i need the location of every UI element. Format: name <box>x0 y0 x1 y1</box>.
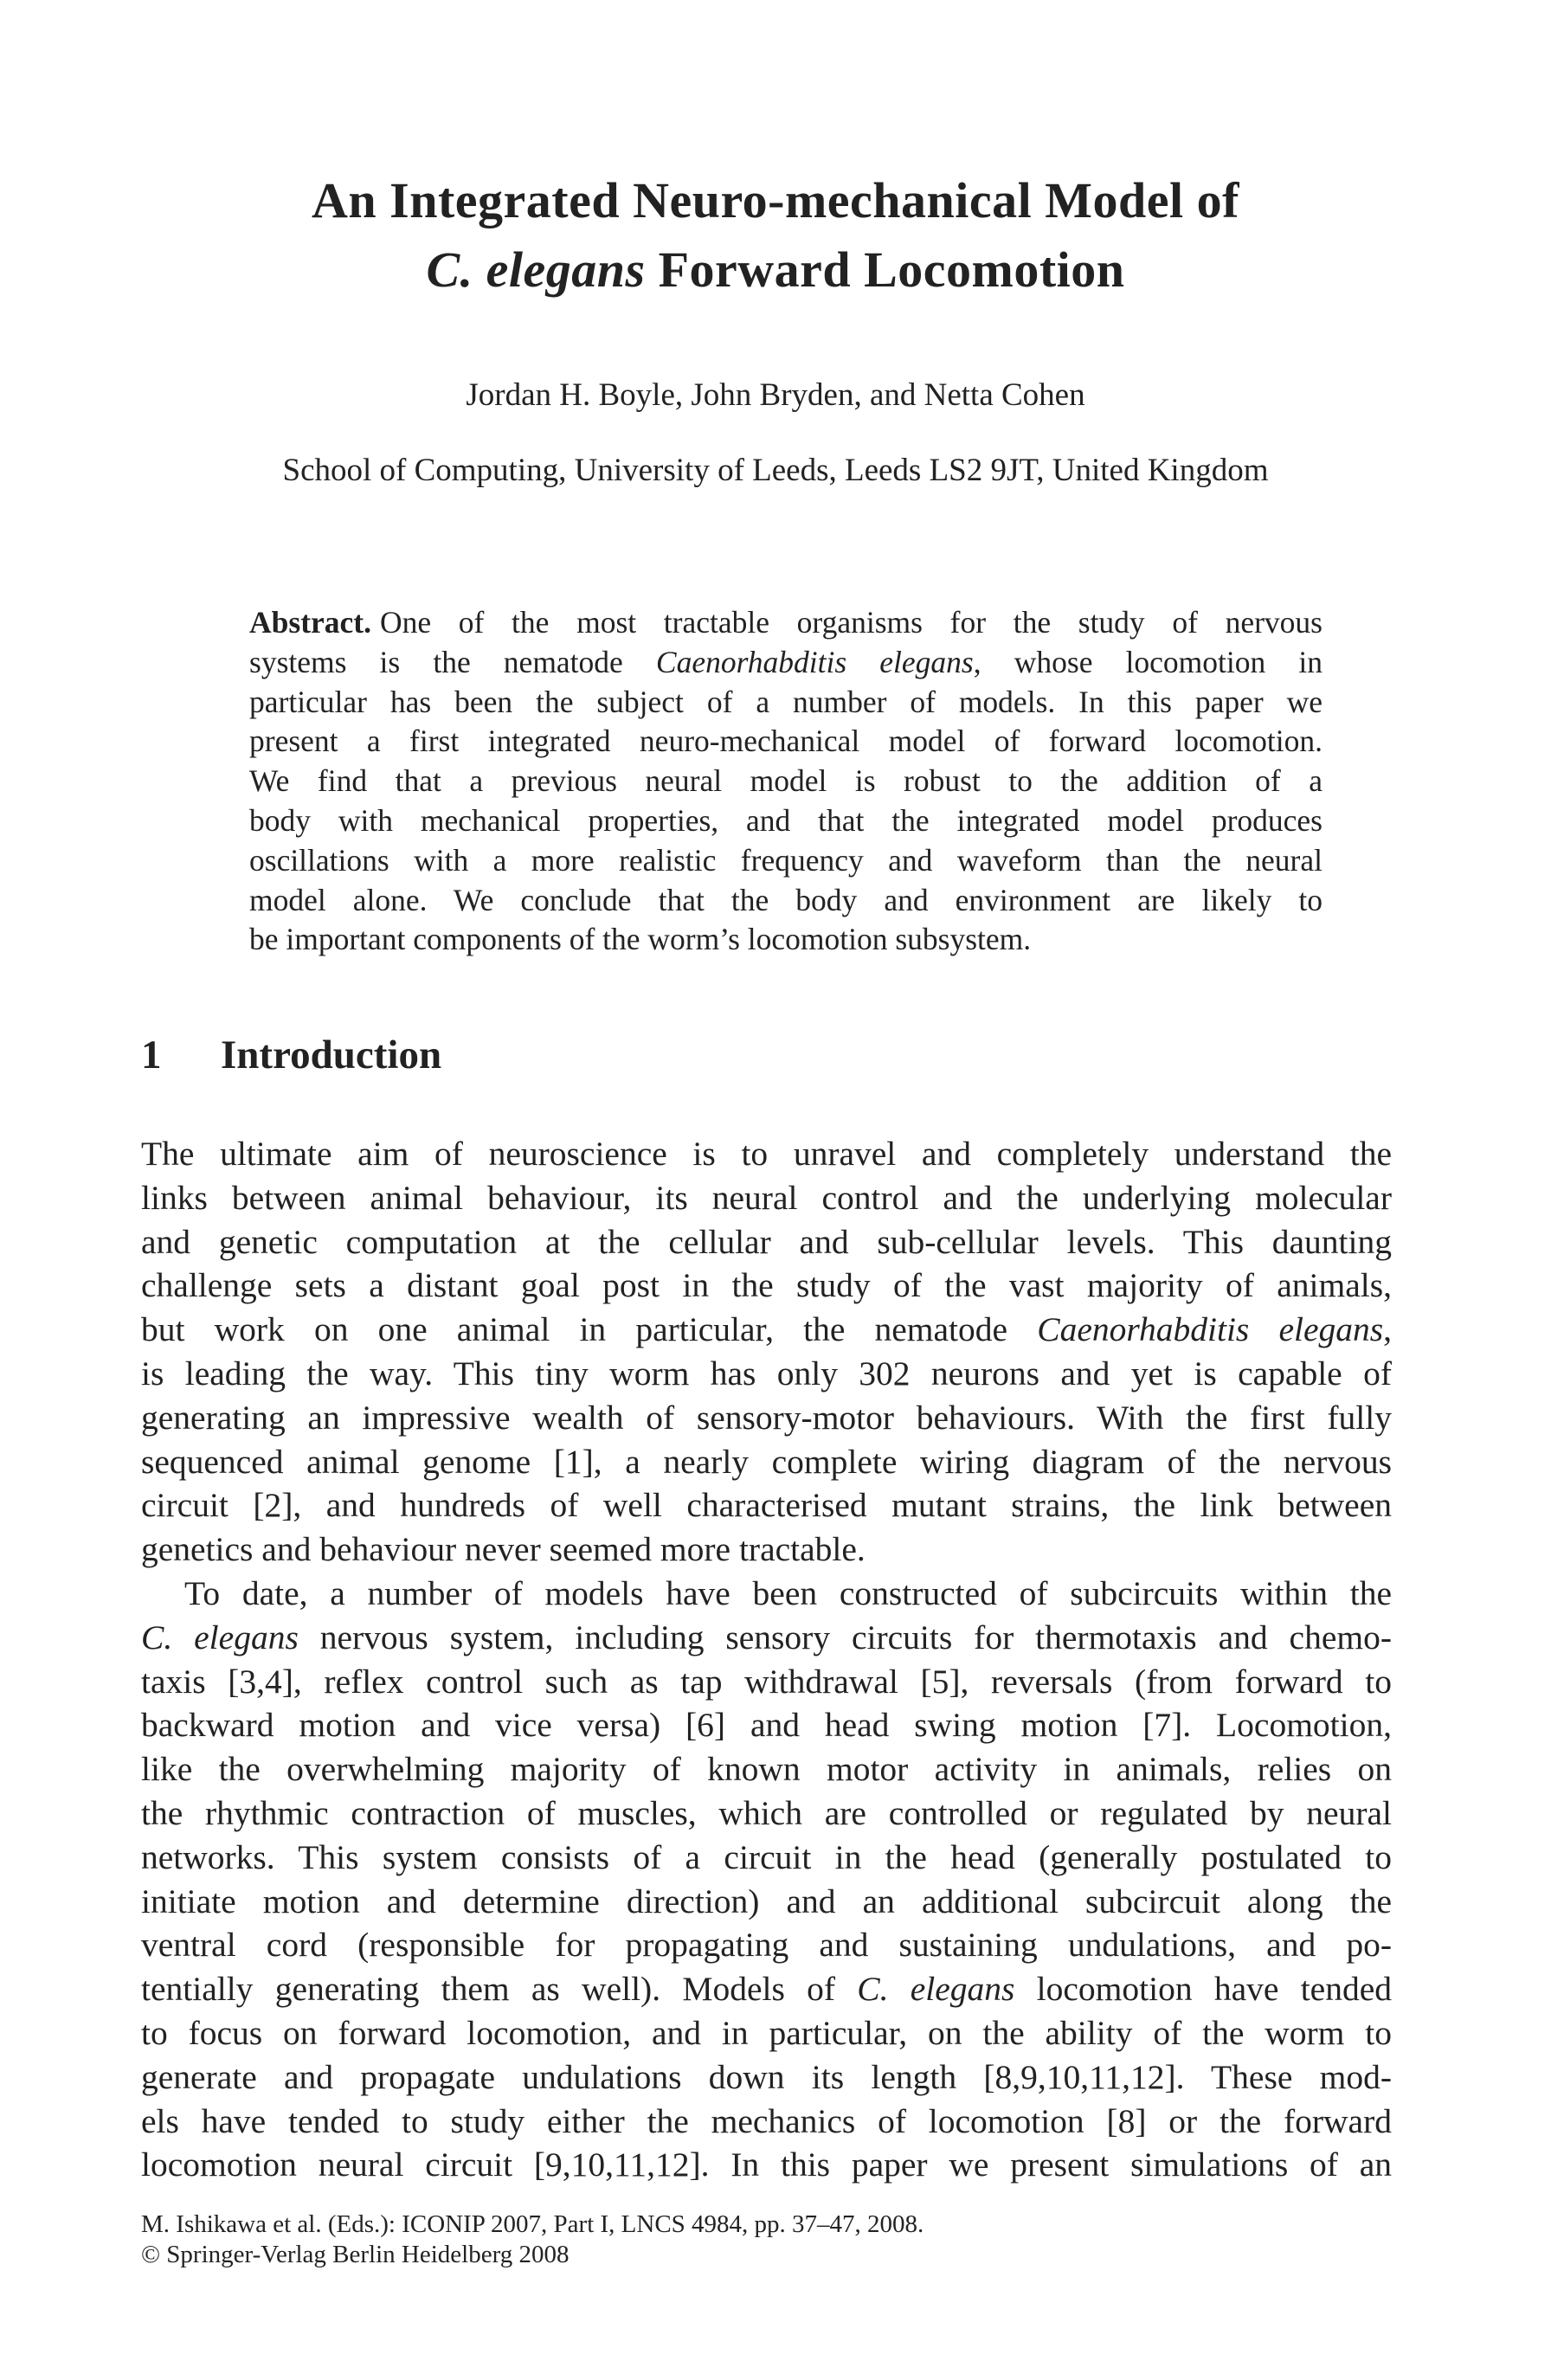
body-line: to focus on forward locomotion, and in particular, on the ability of the worm to <box>141 2013 1392 2052</box>
abstract-line: Abstract. One of the most tractable organisms for the study of nervous <box>249 605 1323 640</box>
section-number: 1 <box>141 1032 162 1077</box>
body-line: networks. This system consists of a circuit in the head (generally postulated to <box>141 1837 1392 1876</box>
body-line: locomotion neural circuit [9,10,11,12]. In this paper we present simulations of an <box>141 2145 1392 2184</box>
body-line: els have tended to study either the mechanics of locomotion [8] or the forward <box>141 2101 1392 2140</box>
abstract-line: model alone. We conclude that the body and environment are likely to <box>249 882 1323 917</box>
body-line: generate and propagate undulations down its length [8,9,10,11,12]. These mod- <box>141 2057 1392 2096</box>
affiliation: School of Computing, University of Leeds, Leeds LS2 9JT, United Kingdom <box>282 453 1269 488</box>
introduction-body <box>141 1132 1392 2187</box>
paper-title <box>0 166 1551 305</box>
footer-copyright: © Springer-Verlag Berlin Heidelberg 2008 <box>141 2241 570 2268</box>
body-line: challenge sets a distant goal post in the study of the vast majority of animals, <box>141 1266 1392 1305</box>
body-line: and genetic computation at the cellular and sub-cellular levels. This daunting <box>141 1222 1392 1261</box>
title-line-1: An Integrated Neuro-mechanical Model of <box>312 172 1239 228</box>
title-line-2 <box>0 235 1551 305</box>
abstract-line: oscillations with a more realistic frequency and waveform than the neural <box>249 842 1323 878</box>
title-species-italic: C. elegans <box>426 241 646 298</box>
section-heading-introduction <box>141 1032 441 1078</box>
abstract-line: systems is the nematode Caenorhabditis elegans, whose locomotion in <box>249 644 1323 679</box>
abstract-line: We find that a previous neural model is robust to the addition of a <box>249 763 1323 799</box>
body-line: the rhythmic contraction of muscles, which are controlled or regulated by neural <box>141 1793 1392 1832</box>
title-line-2-rest: Forward Locomotion <box>645 241 1125 298</box>
body-line: circuit [2], and hundreds of well characterised mutant strains, the link between <box>141 1486 1392 1525</box>
abstract-label: Abstract. <box>249 605 371 640</box>
body-line: sequenced animal genome [1], a nearly complete wiring diagram of the nervous <box>141 1442 1392 1481</box>
abstract <box>249 603 1323 960</box>
body-line: ventral cord (responsible for propagating and sustaining undulations, and po- <box>141 1926 1392 1965</box>
body-line: C. elegans nervous system, including sensory circuits for thermotaxis and chemo- <box>141 1618 1392 1656</box>
body-line: taxis [3,4], reflex control such as tap withdrawal [5], reversals (from forward to <box>141 1662 1392 1701</box>
body-line: but work on one animal in particular, the nematode Caenorhabditis elegans, <box>141 1310 1392 1349</box>
body-line: like the overwhelming majority of known motor activity in animals, relies on <box>141 1750 1392 1789</box>
body-line: To date, a number of models have been constructed of subcircuits within the <box>184 1573 1392 1612</box>
abstract-line: present a first integrated neuro-mechanical model of forward locomotion. <box>249 724 1323 759</box>
body-line: initiate motion and determine direction) and an additional subcircuit along the <box>141 1881 1392 1920</box>
section-title: Introduction <box>221 1032 442 1077</box>
authors: Jordan H. Boyle, John Bryden, and Netta Cohen <box>466 377 1085 413</box>
footer-citation-block <box>141 2210 924 2270</box>
body-line: The ultimate aim of neuroscience is to unravel and completely understand the <box>141 1135 1392 1173</box>
body-line: genetics and behaviour never seemed more tractable. <box>141 1530 866 1569</box>
body-line: generating an impressive wealth of sensory-motor behaviours. With the first fully <box>141 1398 1392 1437</box>
footer-citation: M. Ishikawa et al. (Eds.): ICONIP 2007, Part I, LNCS 4984, pp. 37–47, 2008. <box>141 2210 924 2238</box>
body-line: links between animal behaviour, its neural control and the underlying molecular <box>141 1178 1392 1217</box>
abstract-line: be important components of the worm’s locomotion subsystem. <box>249 922 1032 957</box>
abstract-line: body with mechanical properties, and that the integrated model produces <box>249 802 1323 838</box>
abstract-line: particular has been the subject of a number of models. In this paper we <box>249 684 1323 719</box>
body-line: backward motion and vice versa) [6] and head swing motion [7]. Locomotion, <box>141 1706 1392 1745</box>
body-line: tentially generating them as well). Models of C. elegans locomotion have tended <box>141 1970 1392 2009</box>
body-line: is leading the way. This tiny worm has only 302 neurons and yet is capable of <box>141 1354 1392 1393</box>
